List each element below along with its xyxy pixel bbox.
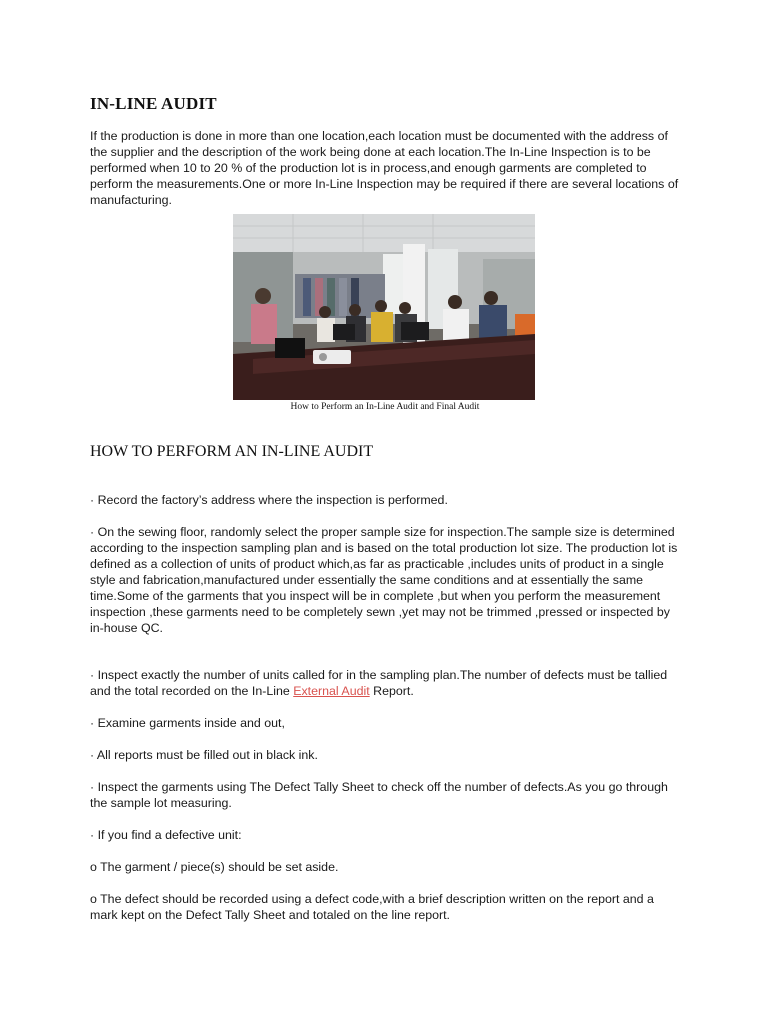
- document-body: [90, 94, 680, 923]
- page-title: IN-LINE AUDIT: [90, 94, 217, 113]
- substep-record-defect: o The defect should be recorded using a defect code,with a brief description written on the report and a mark kept on the Defect Tally Sheet and totaled on the line report.: [90, 892, 654, 922]
- substep-set-aside: o The garment / piece(s) should be set aside.: [90, 860, 339, 874]
- step-select-sample: · On the sewing floor, randomly select the proper sample size for inspection.The sample size is determined according to the inspection sampling plan and is based on the total production lot size. The production lot is defined as a collection of units of product which,as far as practicable ,includes units of product in a single style and fabrication,manufactured under essentially the same conditions and at essentially the same time.Some of the garments that you inspect will be in complete ,but when you perform the measurement inspection ,these garments need to be completely sewn ,yet may not be trimmed ,pressed or inspected by in-house QC.: [90, 525, 678, 635]
- intro-paragraph: If the production is done in more than one location,each location must be documented with the address of the supplier and the description of the work being done at each location.The In-Line Inspection is to be performed when 10 to 20 % of the production lot is in process,and enough garments are completed to perform the measurements.One or more In-Line Inspection may be required if there are several locations of manufacturing.: [90, 129, 679, 207]
- step-defective-unit: · If you find a defective unit:: [90, 828, 242, 842]
- step-record-address: · Record the factory’s address where the inspection is performed.: [90, 493, 448, 507]
- figure: [90, 214, 680, 412]
- step-inspect-units: [90, 667, 680, 699]
- figure-caption: How to Perform an In-Line Audit and Final Audit: [290, 402, 480, 412]
- step-inspect-units-text: · Inspect exactly the number of units called for in the sampling plan.The number of defects must be tallied and the total recorded on the In-Line: [90, 668, 668, 698]
- step-black-ink: · All reports must be filled out in black ink.: [90, 748, 318, 762]
- meeting-room-photo: [233, 214, 535, 400]
- step-defect-tally: · Inspect the garments using The Defect Tally Sheet to check off the number of defects.As you go through the sample lot measuring.: [90, 780, 668, 810]
- step-examine-garments: · Examine garments inside and out,: [90, 716, 285, 730]
- section-heading: HOW TO PERFORM AN IN-LINE AUDIT: [90, 443, 374, 460]
- external-audit-link[interactable]: External Audit: [293, 684, 370, 698]
- step-inspect-units-tail: Report.: [369, 684, 414, 698]
